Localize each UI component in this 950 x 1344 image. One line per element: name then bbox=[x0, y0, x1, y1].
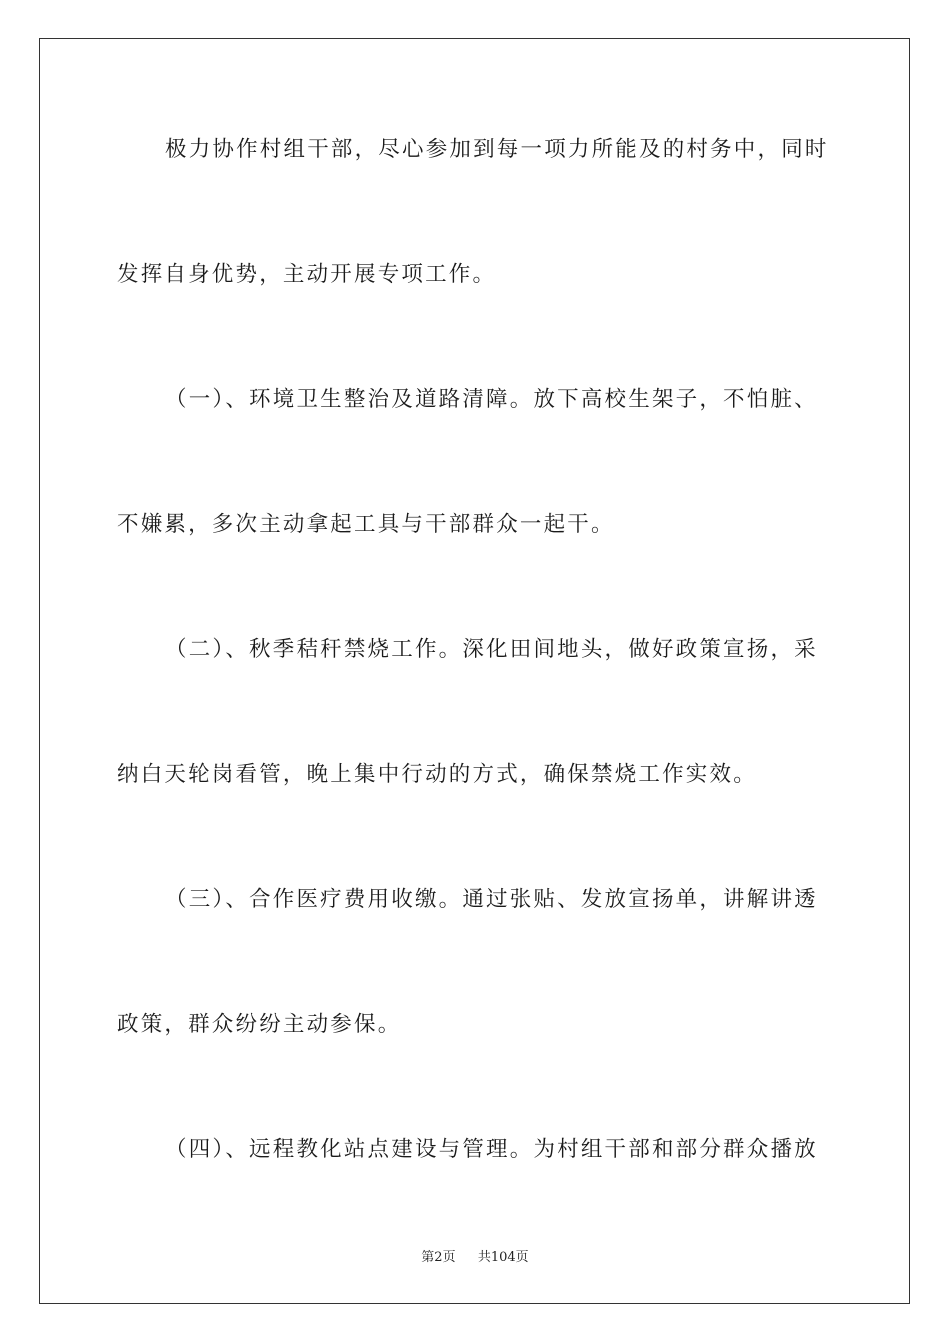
document-body bbox=[117, 128, 833, 1253]
paragraph-line: 极力协作村组干部，尽心参加到每一项力所能及的村务中，同时 bbox=[165, 137, 829, 162]
paragraph-line: 不嫌累，多次主动拿起工具与干部群众一起干。 bbox=[117, 512, 615, 537]
paragraph-line: 发挥自身优势，主动开展专项工作。 bbox=[117, 262, 497, 287]
paragraph-line: 纳白天轮岗看管，晚上集中行动的方式，确保禁烧工作实效。 bbox=[117, 762, 757, 787]
paragraph-line: 政策，群众纷纷主动参保。 bbox=[117, 1012, 402, 1037]
total-page-count: 共104页 bbox=[477, 1250, 529, 1265]
paragraph-line: （三）、合作医疗费用收缴。通过张贴、发放宣扬单，讲解讲透 bbox=[165, 887, 818, 912]
page-footer bbox=[0, 1246, 950, 1265]
paragraph-line: （二）、秋季秸秆禁烧工作。深化田间地头，做好政策宣扬，采 bbox=[165, 637, 818, 662]
current-page-number: 第2页 bbox=[421, 1250, 456, 1265]
paragraph-line: （四）、远程教化站点建设与管理。为村组干部和部分群众播放 bbox=[165, 1137, 818, 1162]
paragraph-line: （一）、环境卫生整治及道路清障。放下高校生架子，不怕脏、 bbox=[165, 387, 818, 412]
